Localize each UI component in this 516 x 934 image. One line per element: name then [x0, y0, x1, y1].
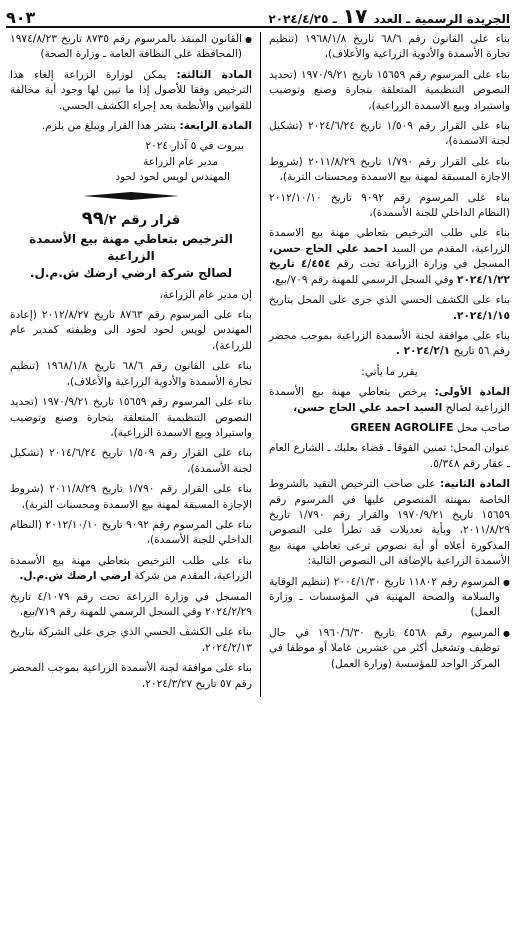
shop-address: عنوان المحل: تمنين الفوقا ـ قضاء بعلبك ـ الشارع العام ـ عقار رقم ٥/٣٤٨. [269, 442, 510, 470]
inspection-paragraph: بناء على الكشف الحسي الذي جرى على الشركة بتاريخ ٢٠٢٤/٢/١٣، [10, 626, 252, 654]
journal-name: الجريدة الرسمية ـ العدد [373, 12, 510, 26]
committee-paragraph: بناء على موافقة لجنة الأسمدة الزراعية بموجب محضر رقم ٥٦ تاريخ ٢٠٢٤/٢/١ . [269, 329, 510, 358]
issue-number: ١٧ [342, 4, 368, 28]
shop-name: GREEN AGROLIFE [350, 421, 454, 434]
journal-header [268, 4, 510, 28]
legal-basis-2: بناء على القانون رقم ٦٨/٦ تاريخ ١٩٦٨/١/٨ (تنظيم تجارة الأسمدة والأدوية الزراعية والأعلاف)، [10, 360, 252, 388]
decree-title: الترخيص بتعاطي مهنة بيع الأسمدة الزراعية لصالح شركة ارضي ارضك ش.م.ل. [29, 231, 233, 280]
legal-basis-6: بناء على المرسوم رقم ٩٠٩٢ تاريخ ٢٠١٢/١٠/١٠ (النظام الداخلي للجنة الأسمدة)، [10, 518, 252, 547]
two-column-body [6, 32, 510, 697]
decree-number: قرار رقم ٩٩/٢ [81, 207, 181, 229]
article-3: المادة الثالثة: يمكن لوزارة الزراعة إلغاء هذا الترخيص وفقا للأصول إذا ما تبين لها وجود أية مخالفة للقوانين والأنظمة بعد إجراء الكشف الحسي. [10, 68, 252, 112]
legal-basis-5: بناء على القرار رقم ١/٧٩٠ تاريخ ٢٠١١/٨/٢٩ (شروط الإجازة المسبقة لمهنة بيع الاسمدة ومحسنات التربة)، [10, 483, 252, 511]
registration-paragraph: المسجل في وزارة الزراعة تحت رقم ٤/١٠٧٩ تاريخ ٢٠٢٤/٢/٢٩ وفي السجل الرسمي للمهنة رقم ٧١٩/بيع، [10, 590, 252, 618]
bullet-item: ● المرسوم رقم ١١٨٠٢ تاريخ ٢٠٠٤/١/٣٠ (تنظيم الوقاية والسلامة والصحة المهنية في المؤسسات ـ وزارة العمل) [269, 575, 510, 621]
article-4-label: المادة الرابعة: [179, 120, 252, 133]
article-2-label: المادة الثانية: [440, 478, 510, 491]
article-1: المادة الأولى: يرخص بتعاطي مهنة بيع الأسمدة الزراعية لصالح السيد احمد علي الحاج حسن، [269, 386, 510, 414]
registration-number: ٤/٤٥٤ تاريخ ٢٠٢٤/١/٢٢ [269, 258, 510, 286]
request-paragraph: بناء على طلب الترخيص بتعاطي مهنة بيع الأسمدة الزراعية، المقدم من شركة ارضي ارضك ش.م.ل. [10, 554, 252, 583]
applicant-name: احمد علي الحاج حسن، [269, 242, 388, 255]
left-column [10, 32, 260, 697]
inspection-paragraph: بناء على الكشف الحسي الذي جرى على المحل بتاريخ ٢٠٢٤/١/١٥. [269, 294, 510, 322]
page-number: ٩٠٣ [6, 8, 36, 27]
right-column [260, 32, 510, 697]
decree-intro: إن مدير عام الزراعة، [159, 288, 252, 301]
legal-basis-2: بناء على المرسوم رقم ١٥٦٥٩ تاريخ ١٩٧٠/٩/٢١ (تحديد النصوص التنظيمية المتعلقة بتجارة وصنع وتوضيب واستيراد وبيع الاسمدة الزراعية)، [269, 68, 510, 112]
shop-line: صاحب محل GREEN AGROLIFE [350, 421, 510, 434]
article-4: المادة الرابعة: ينشر هذا القرار ويبلغ من يلزم. [41, 120, 252, 133]
bullet-item: ● المرسوم رقم ٤٥٦٨ تاريخ ١٩٦٠/٦/٣٠ في حال توظيف وتشغيل أكثر من عشرين عاملا أو موظفا في المركز الواحد للمؤسسة (وزارة العمل) [269, 626, 510, 672]
article-2: المادة الثانية: على صاحب الترخيص التقيد بالشروط الخاصة بمهنته المنصوص عليها في المرسوم رقم ١٥٦٥٩ تاريخ ١٩٧٠/٩/٢١ والقرار رقم ١/٧٩٠ تاريخ ٢٠١١/٨/٢٩، وبأية تعديلات قد تطرأ على النصوص المذكورة أعلاه أو أية نصوص ترعى تعاطي مهنة بيع الأسمدة الزراعية بالإضافة الى النصوص التالية: [269, 478, 510, 568]
signature-place-date: بيروت في ٥ آذار ٢٠٢٤ [145, 140, 244, 153]
legal-basis-4: بناء على القرار رقم ١/٧٩٠ تاريخ ٢٠١١/٨/٢٩ (شروط الاجازة المسبقة لمهنة بيع الاسمدة ومحسنات التربة)، [269, 155, 510, 184]
legal-basis-1: بناء على القانون رقم ٦٨/٦ تاريخ ١٩٦٨/١/٨ (تنظيم تجارة الأسمدة والأدوية الزراعية والأعلاف)، [269, 33, 510, 61]
divider-ornament [83, 192, 179, 200]
signature-title: مدير عام الزراعة [143, 155, 218, 168]
issue-date: ـ ٢٠٢٤/٤/٢٥ [268, 12, 337, 26]
licensee-name: السيد احمد علي الحاج حسن، [293, 401, 443, 414]
committee-paragraph: بناء على موافقة لجنة الأسمدة الزراعية بموجب المحضر رقم ٥٧ تاريخ ٢٠٢٤/٣/٢٧، [10, 662, 252, 690]
article-1-label: المادة الأولى: [434, 386, 510, 399]
decides-line: يقرر ما يأتي: [361, 365, 418, 378]
legal-basis-4: بناء على القرار رقم ١/٥٠٩ تاريخ ٢٠١٤/٦/٢٤ (تشكيل لجنة الأسمدة)، [10, 447, 252, 475]
legal-basis-3: بناء على المرسوم رقم ١٥٦٥٩ تاريخ ١٩٧٠/٩/٢١ (تحديد النصوص التنظيمية المتعلقة بتجارة وصنع وتوضيب واستيراد وبيع الاسمدة الزراعية)، [10, 396, 252, 439]
company-name: ارضي ارضك ش.م.ل. [19, 570, 131, 583]
article-3-label: المادة الثالثة: [176, 68, 252, 81]
page-header [6, 4, 510, 28]
legal-basis-5: بناء على المرسوم رقم ٩٠٩٢ تاريخ ٢٠١٢/١٠/١٠ (النظام الداخلي للجنة الأسمدة)، [269, 191, 510, 220]
request-paragraph: بناء على طلب الترخيص بتعاطي مهنة بيع الاسمدة الزراعية، المقدم من السيد احمد علي الحاج حسن، المسجل في وزارة الزراعة تحت رقم ٤/٤٥٤ تاريخ ٢٠٢٤/١/٢٢ وفي السجل الرسمي للمهنة رقم ٧٠٩/بيع، [269, 227, 510, 286]
signature-name: المهندس لويس لحود لحود [115, 171, 230, 184]
bullet-item: ● القانون المنفذ بالمرسوم رقم ٨٧٣٥ تاريخ ١٩٧٤/٨/٢٣ (المحافظة على النظافة العامة ـ وزارة الصحة) [10, 32, 252, 63]
legal-basis-1: بناء على المرسوم رقم ٨٧٦٣ تاريخ ٢٠١٢/٨/٢٧ (إعادة المهندس لويس لحود لحود الى وظيفته كمدير عام للزراعة)، [10, 309, 252, 352]
section-divider [10, 192, 252, 200]
legal-basis-3: بناء على القرار رقم ١/٥٠٩ تاريخ ٢٠٢٤/٦/٢٤ (تشكيل لجنة الاسمدة)، [269, 120, 510, 148]
